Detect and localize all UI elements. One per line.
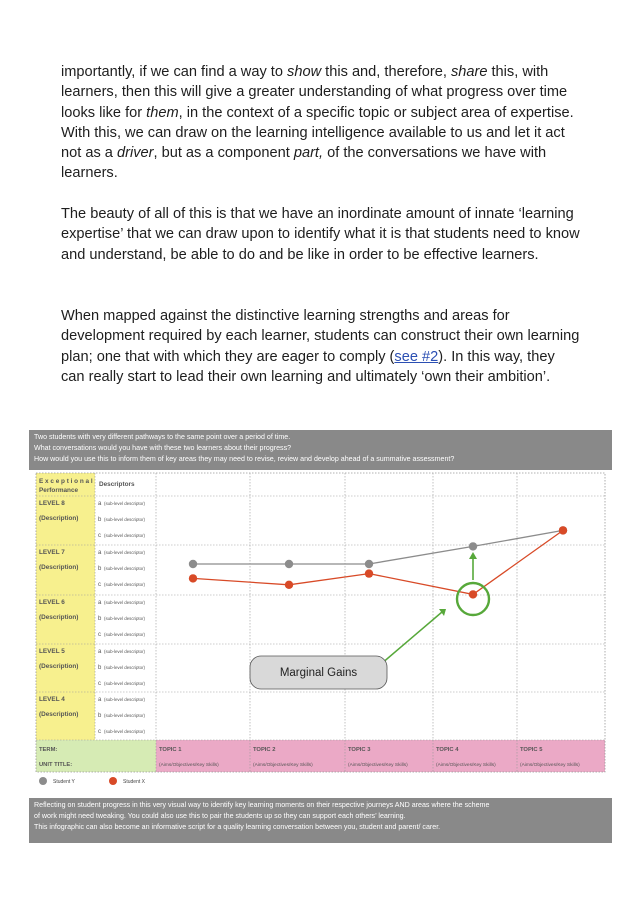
sub-level-descriptor: (sub-level descriptor) xyxy=(104,616,145,621)
sub-level-descriptor: (sub-level descriptor) xyxy=(104,729,145,734)
sub-level-descriptor: (sub-level descriptor) xyxy=(104,533,145,538)
sub-level-descriptor: (sub-level descriptor) xyxy=(104,501,145,506)
progress-chart xyxy=(29,430,612,843)
highlight-circle xyxy=(457,583,489,615)
topic-subtitle: (Aims/Objectives/Key Skills) xyxy=(520,763,580,768)
sub-level-letter: b xyxy=(98,665,102,671)
sub-level-descriptor: (sub-level descriptor) xyxy=(104,681,145,686)
level-description: (Description) xyxy=(39,515,79,522)
legend-swatch xyxy=(39,777,47,785)
sub-level-letter: a xyxy=(98,600,102,606)
infographic-bottom-caption: Reflecting on student progress in this very visual way to identify key learning moments on their respective journeys AND areas where the scheme of work might need tweaking. You could also use this to pair the students up so they can support each others’ learning. This infographic can also become an informative script for a quality learning conversation between you, student and parent/ carer. xyxy=(29,798,612,843)
sub-level-descriptor: (sub-level descriptor) xyxy=(104,665,145,670)
performance-label: Performance xyxy=(39,487,79,494)
paragraph-1: importantly, if we can find a way to show this and, therefore, share this, with learners, then this will give a greater understanding of what progress over time looks like for them, in the context of a specific topic or subject area of expertise. With this, we can draw on the learning intelligence available to us and let it act not as a driver, but as a component part, of the conversations we have with learners. xyxy=(61,64,574,182)
level-description: (Description) xyxy=(39,663,79,670)
topic-subtitle: (Aims/Objectives/Key Skills) xyxy=(253,763,313,768)
exceptional-label: E x c e p t i o n a l xyxy=(39,478,93,485)
legend-label: Student Y xyxy=(53,779,75,785)
sub-level-letter: b xyxy=(98,713,102,719)
topic-label: TOPIC 4 xyxy=(436,747,459,753)
sub-level-descriptor: (sub-level descriptor) xyxy=(104,582,145,587)
sub-level-letter: b xyxy=(98,517,102,523)
topic-label: TOPIC 2 xyxy=(253,747,276,753)
sub-level-letter: b xyxy=(98,616,102,622)
sub-level-letter: a xyxy=(98,550,102,556)
sub-level-descriptor: (sub-level descriptor) xyxy=(104,632,145,637)
legend-swatch xyxy=(109,777,117,785)
level-description: (Description) xyxy=(39,564,79,571)
sub-level-letter: c xyxy=(98,681,101,687)
sub-level-descriptor: (sub-level descriptor) xyxy=(104,713,145,718)
topic-label: TOPIC 3 xyxy=(348,747,371,753)
level-description: (Description) xyxy=(39,711,79,718)
sub-level-descriptor: (sub-level descriptor) xyxy=(104,697,145,702)
data-point xyxy=(559,526,567,534)
sub-level-descriptor: (sub-level descriptor) xyxy=(104,566,145,571)
legend-label: Student X xyxy=(123,779,145,785)
data-point xyxy=(469,590,477,598)
data-point xyxy=(285,560,293,568)
data-point xyxy=(469,542,477,550)
data-point xyxy=(189,574,197,582)
see-2-link[interactable]: see #2 xyxy=(394,348,439,365)
infographic-top-caption: Two students with very different pathways to the same point over a period of time. What conversations would you have with these two learners about their progress? How would you use this to inform them of key areas they may need to revise, review and develop ahead of a summative assessment? xyxy=(29,430,612,470)
sub-level-letter: a xyxy=(98,649,102,655)
sub-level-descriptor: (sub-level descriptor) xyxy=(104,550,145,555)
sub-level-descriptor: (sub-level descriptor) xyxy=(104,600,145,605)
topic-label: TOPIC 5 xyxy=(520,747,543,753)
topic-subtitle: (Aims/Objectives/Key Skills) xyxy=(159,763,219,768)
sub-level-letter: c xyxy=(98,729,101,735)
sub-level-letter: c xyxy=(98,533,101,539)
data-point xyxy=(189,560,197,568)
sub-level-letter: a xyxy=(98,697,102,703)
progress-infographic xyxy=(29,430,612,843)
descriptors-header: Descriptors xyxy=(99,481,135,488)
level-name: LEVEL 5 xyxy=(39,648,65,655)
level-name: LEVEL 7 xyxy=(39,549,65,556)
sub-level-descriptor: (sub-level descriptor) xyxy=(104,649,145,654)
topic-subtitle: (Aims/Objectives/Key Skills) xyxy=(348,763,408,768)
data-point xyxy=(365,560,373,568)
marginal-gains-label: Marginal Gains xyxy=(279,667,358,679)
sub-level-letter: b xyxy=(98,566,102,572)
sub-level-descriptor: (sub-level descriptor) xyxy=(104,517,145,522)
paragraph-3: When mapped against the distinctive learning strengths and areas for development required by each learner, students can construct their own learning plan; one that with which they are eager to comply (see #2). In this way, they can really start to lead their own learning and ultimately ‘own their ambition’. xyxy=(61,308,580,385)
sub-level-letter: c xyxy=(98,632,101,638)
data-point xyxy=(365,569,373,577)
topic-label: TOPIC 1 xyxy=(159,747,182,753)
term-label: TERM: xyxy=(39,747,58,753)
level-description: (Description) xyxy=(39,614,79,621)
topic-subtitle: (Aims/Objectives/Key Skills) xyxy=(436,763,496,768)
paragraph-2: The beauty of all of this is that we have an inordinate amount of innate ‘learning expertise’ that we can draw upon to identify what it is that students need to know and understand, be able to do and be like in order to be effective learners. xyxy=(61,206,580,263)
sub-level-letter: c xyxy=(98,582,101,588)
data-point xyxy=(285,581,293,589)
series-line-student-y xyxy=(193,530,563,564)
level-name: LEVEL 8 xyxy=(39,500,65,507)
level-name: LEVEL 4 xyxy=(39,696,65,703)
unit-title-label: UNIT TITLE: xyxy=(39,762,73,768)
sub-level-letter: a xyxy=(98,501,102,507)
level-name: LEVEL 6 xyxy=(39,599,65,606)
